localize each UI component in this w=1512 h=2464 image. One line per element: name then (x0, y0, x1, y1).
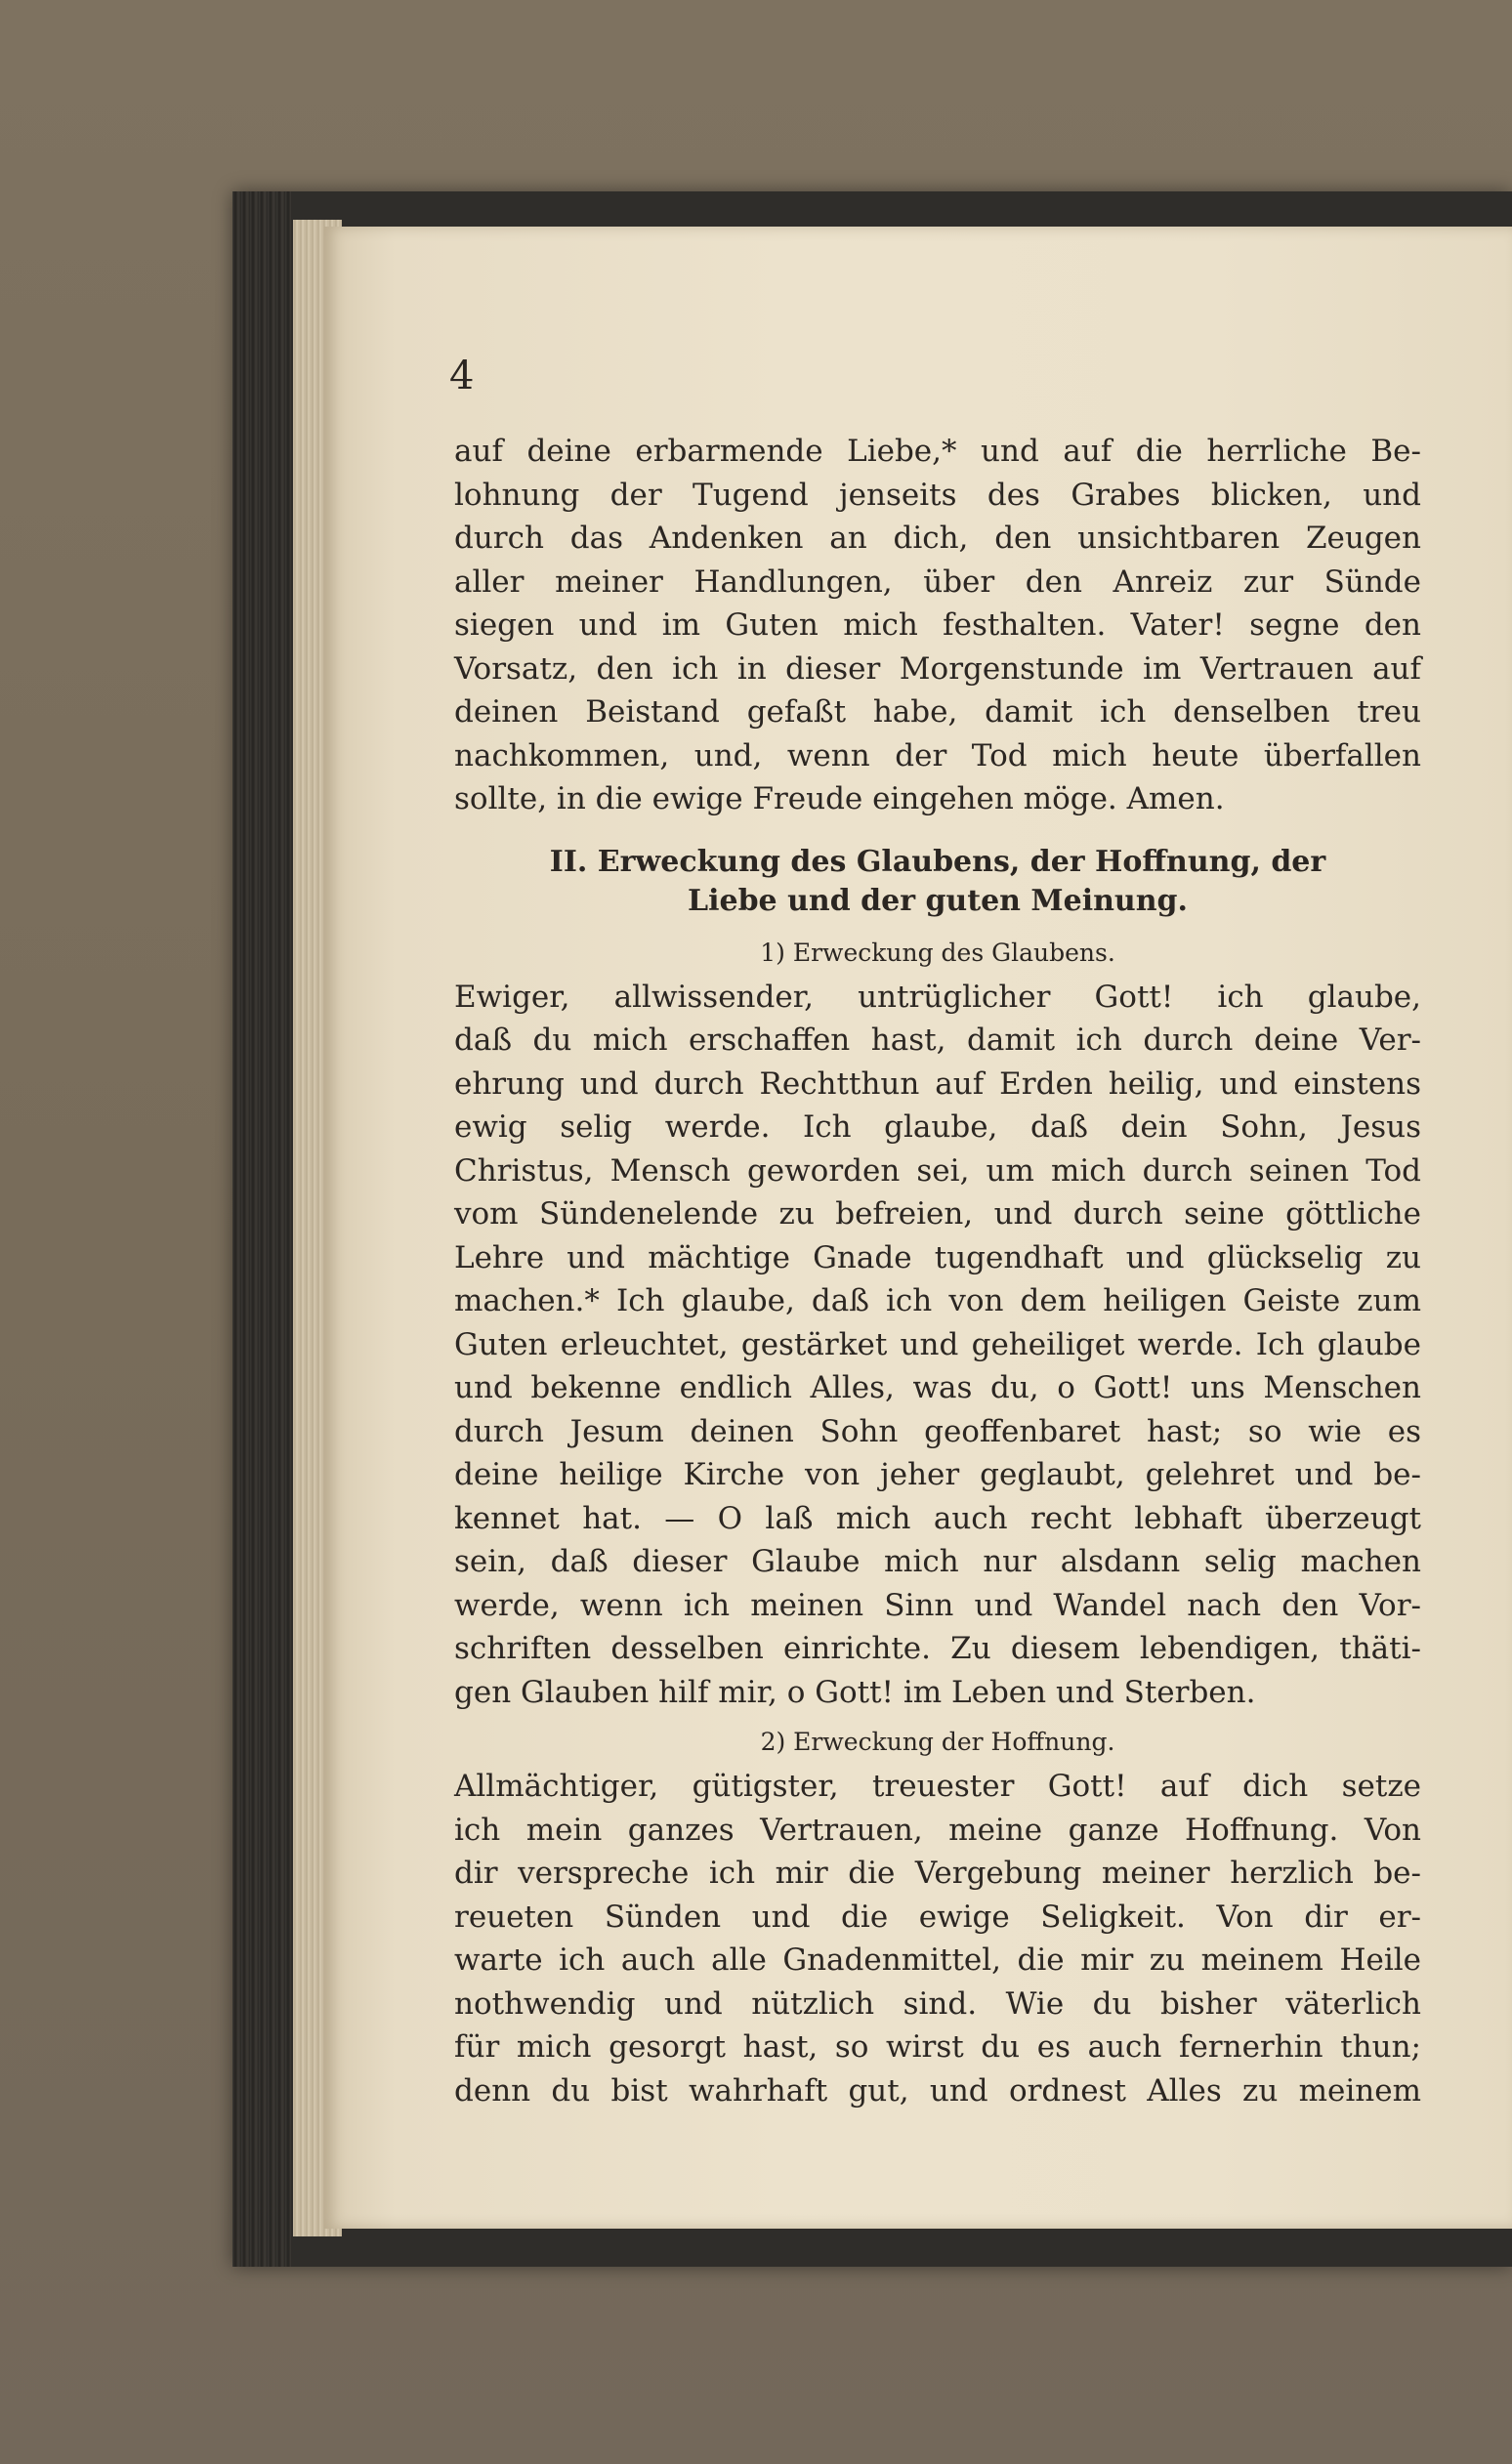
text-line: aller meiner Handlungen, über den Anreiz zur Sünde (454, 564, 1421, 600)
text-line: Ewiger, allwissender, untrüglicher Gott! ich glaube, (454, 979, 1421, 1015)
text-line: warte ich auch alle Gnadenmittel, die mir zu meinem Heile (454, 1942, 1421, 1978)
text-line: gen Glauben hilf mir, o Gott! im Leben und Sterben. (454, 1674, 1256, 1710)
text-line: sein, daß dieser Glaube mich nur alsdann selig machen (454, 1544, 1421, 1579)
text-line: nachkommen, und, wenn der Tod mich heute überfallen (454, 737, 1421, 773)
text-line: lohnung der Tugend jenseits des Grabes blicken, und (454, 477, 1421, 513)
text-line: Vorsatz, den ich in dieser Morgenstunde im Vertrauen auf (454, 650, 1421, 687)
text-line: Lehre und mächtige Gnade tugendhaft und glückselig zu (454, 1239, 1421, 1275)
text-line: ich mein ganzes Vertrauen, meine ganze Hoffnung. Von (454, 1812, 1421, 1848)
page-text (454, 430, 1421, 2112)
paragraph-faith (454, 976, 1421, 1715)
text-line: ewig selig werde. Ich glaube, daß dein Sohn, Jesus (454, 1109, 1421, 1145)
section-heading (454, 843, 1421, 921)
text-line: Christus, Mensch geworden sei, um mich durch seinen Tod (454, 1152, 1421, 1189)
text-line: nothwendig und nützlich sind. Wie du bisher väterlich (454, 1985, 1421, 2022)
text-line: Guten erleuchtet, gestärket und geheiliget werde. Ich glaube (454, 1326, 1421, 1362)
text-line: durch Jesum deinen Sohn geoffenbaret hast; so wie es (454, 1413, 1421, 1449)
text-line: Allmächtiger, gütigster, treuester Gott! auf dich setze (454, 1769, 1421, 1804)
text-line: siegen und im Guten mich festhalten. Vater! segne den (454, 607, 1421, 643)
text-line: und bekenne endlich Alles, was du, o Gott! uns Menschen (454, 1370, 1421, 1405)
text-line: für mich gesorgt hast, so wirst du es auch fernerhin thun; (454, 2029, 1421, 2065)
text-line: vom Sündenelende zu befreien, und durch seine göttliche (454, 1196, 1421, 1232)
text-line: reueten Sünden und die ewige Seligkeit. Von dir er- (454, 1899, 1421, 1935)
text-line: denn du bist wahrhaft gut, und ordnest Alles zu meinem (454, 2072, 1421, 2109)
paragraph-hope (454, 1765, 1421, 2112)
text-line: durch das Andenken an dich, den unsichtbaren Zeugen (454, 521, 1421, 556)
text-line: machen.* Ich glaube, daß ich von dem heiligen Geiste zum (454, 1283, 1421, 1318)
text-line: dir verspreche ich mir die Vergebung meiner herzlich be- (454, 1856, 1421, 1891)
heading-line: Liebe und der guten Meinung. (688, 883, 1188, 918)
text-line: werde, wenn ich meinen Sinn und Wandel nach den Vor- (454, 1587, 1421, 1623)
text-line: ehrung und durch Rechtthun auf Erden heilig, und einstens (454, 1065, 1421, 1102)
page-number: 4 (449, 354, 475, 398)
subheading-hope: 2) Erweckung der Hoffnung. (760, 1728, 1115, 1756)
text-line: kennet hat. — O laß mich auch recht lebhaft überzeugt (454, 1500, 1421, 1536)
book-spine (232, 191, 291, 2267)
subheading-faith: 1) Erweckung des Glaubens. (760, 938, 1115, 967)
text-line: auf deine erbarmende Liebe,* und auf die herrliche Be- (454, 434, 1421, 469)
paragraph-intro (454, 430, 1421, 821)
text-line: schriften desselben einrichte. Zu diesem lebendigen, thäti- (454, 1631, 1421, 1666)
text-line: deine heilige Kirche von jeher geglaubt, gelehret und be- (454, 1457, 1421, 1492)
text-line: deinen Beistand gefaßt habe, damit ich denselben treu (454, 694, 1421, 730)
heading-line: II. Erweckung des Glaubens, der Hoffnung, der (549, 844, 1326, 879)
text-line: sollte, in die ewige Freude eingehen möge. Amen. (454, 781, 1225, 816)
text-line: daß du mich erschaffen hast, damit ich durch deine Ver- (454, 1023, 1421, 1058)
